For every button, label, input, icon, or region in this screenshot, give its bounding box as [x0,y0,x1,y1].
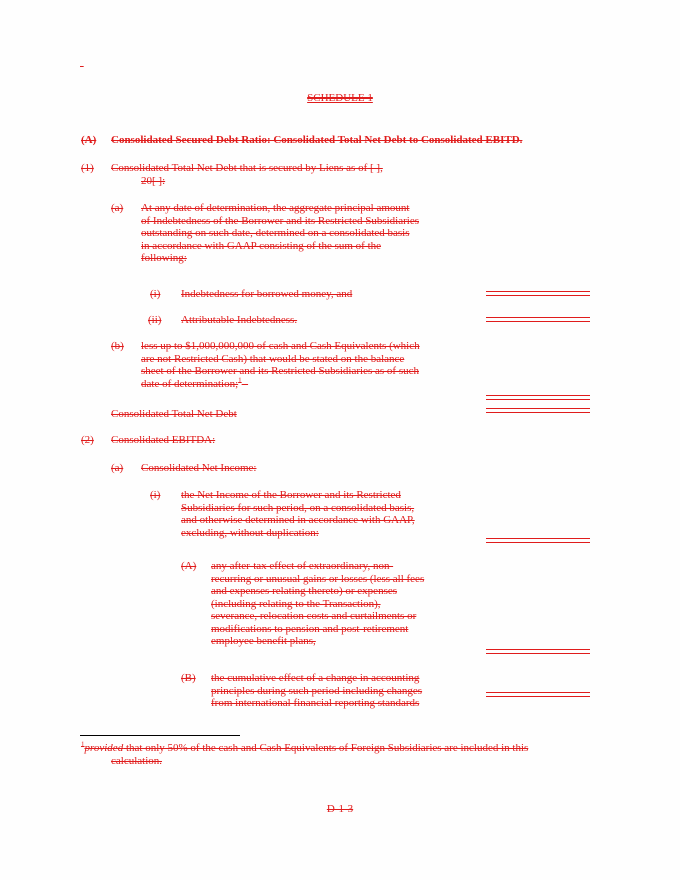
footnote-separator [80,735,240,736]
item1a-i-marker: (i) [150,288,161,300]
item1b-marker: (b) [111,340,124,352]
amount-line [486,395,590,400]
item2ai-line: Subsidiaries for such period, on a consolidated basis, [181,501,415,514]
item1a-text [141,202,419,265]
item2ai-B-line: principles during such period including changes [211,684,423,697]
page-number: D-1-3 [326,803,354,815]
item1b-line: are not Restricted Cash) that would be stated on the balance [141,352,405,365]
item1a-ii-marker: (ii) [148,314,162,326]
item2ai-A-line: recurring or unusual gains or losses (less all fees [211,572,425,585]
item2ai-A-line: any after-tax effect of extraordinary, non- [211,560,394,572]
item1a-marker: (a) [111,202,124,214]
item2ai-A-text [211,560,424,648]
item2ai-A-line: severance, relocation costs and curtailments or [211,610,417,622]
amount-line [486,408,590,413]
item2ai-line: excluding, without duplication: [181,526,319,539]
footnote-italic: provided [84,742,124,754]
item1-line1: Consolidated Total Net Debt that is secured by Liens as of [ ], [111,162,383,174]
item2ai-A-line: modifications to pension and post-retirement [211,622,409,635]
top-mark: - [80,60,84,72]
item1b-text [141,340,420,390]
item2ai-B-marker: (B) [181,672,196,684]
item2-label: Consolidated EBITDA: [111,434,216,446]
item2ai-B-line: the cumulative effect of a change in accounting [211,672,420,684]
item2ai-A-line: and expenses relating thereto) or expenses [211,585,398,597]
item2ai-A-line: employee benefit plans, [211,635,316,647]
footnote-ref: 1 [238,375,242,384]
page-title: SCHEDULE 1 [307,92,373,104]
item1a-line: of Indebtedness of the Borrower and its Restricted Subsidiaries [141,214,419,227]
amount-line [486,538,590,543]
item2ai-line: and otherwise determined in accordance with GAAP, [181,514,415,526]
footnote-marker: 1 [81,740,85,749]
item2ai-A-line: (including relating to the Transaction), [211,597,381,610]
item2ai-marker: (i) [150,489,161,501]
item1a-line: outstanding on such date, determined on a consolidated basis [141,227,410,239]
item2ai-B-text [211,672,422,710]
section-a-title: Consolidated Secured Debt Ratio: Consolidated Total Net Debt to Consolidated EBITD. [111,134,523,146]
item1-marker: (1) [81,162,94,174]
footnote-line2: calculation. [111,754,163,767]
item2ai-line: the Net Income of the Borrower and its Restricted [181,489,401,501]
item1b-line: sheet of the Borrower and its Restricted Subsidiaries as of such [141,365,419,377]
item1a-line: in accordance with GAAP consisting of the sum of the [141,239,382,252]
item1-line2: 20[ ]: [141,175,166,187]
item1a-i-text: Indebtedness for borrowed money, and [181,288,353,300]
item1b-line: less up to $1,000,000,000 of cash and Cash Equivalents (which [141,340,420,352]
amount-line [486,649,590,654]
total-label: Consolidated Total Net Debt [111,408,237,420]
amount-line [486,317,590,322]
amount-line [486,692,590,697]
item2ai-text [181,489,415,539]
item2ai-B-line: from international financial reporting standards [211,697,420,709]
item2a-marker: (a) [111,462,124,474]
amount-line [486,291,590,296]
item2ai-A-marker: (A) [181,560,197,572]
section-a-marker: (A) [81,134,97,146]
item2-marker: (2) [81,434,94,446]
footnote [81,742,601,767]
item1a-ii-text: Attributable Indebtedness. [181,314,298,326]
item2a-label: Consolidated Net Income: [141,462,257,474]
item1a-line: At any date of determination, the aggregate principal amount [141,202,410,214]
footnote-line1: $^1$provided that only 50% of the cash and Cash Equivalents of Foreign Subsidiaries are included in this [81,740,529,754]
item1b-line-last: date of determination;$^1$ - [141,375,249,390]
item1a-line: following: [141,252,187,264]
